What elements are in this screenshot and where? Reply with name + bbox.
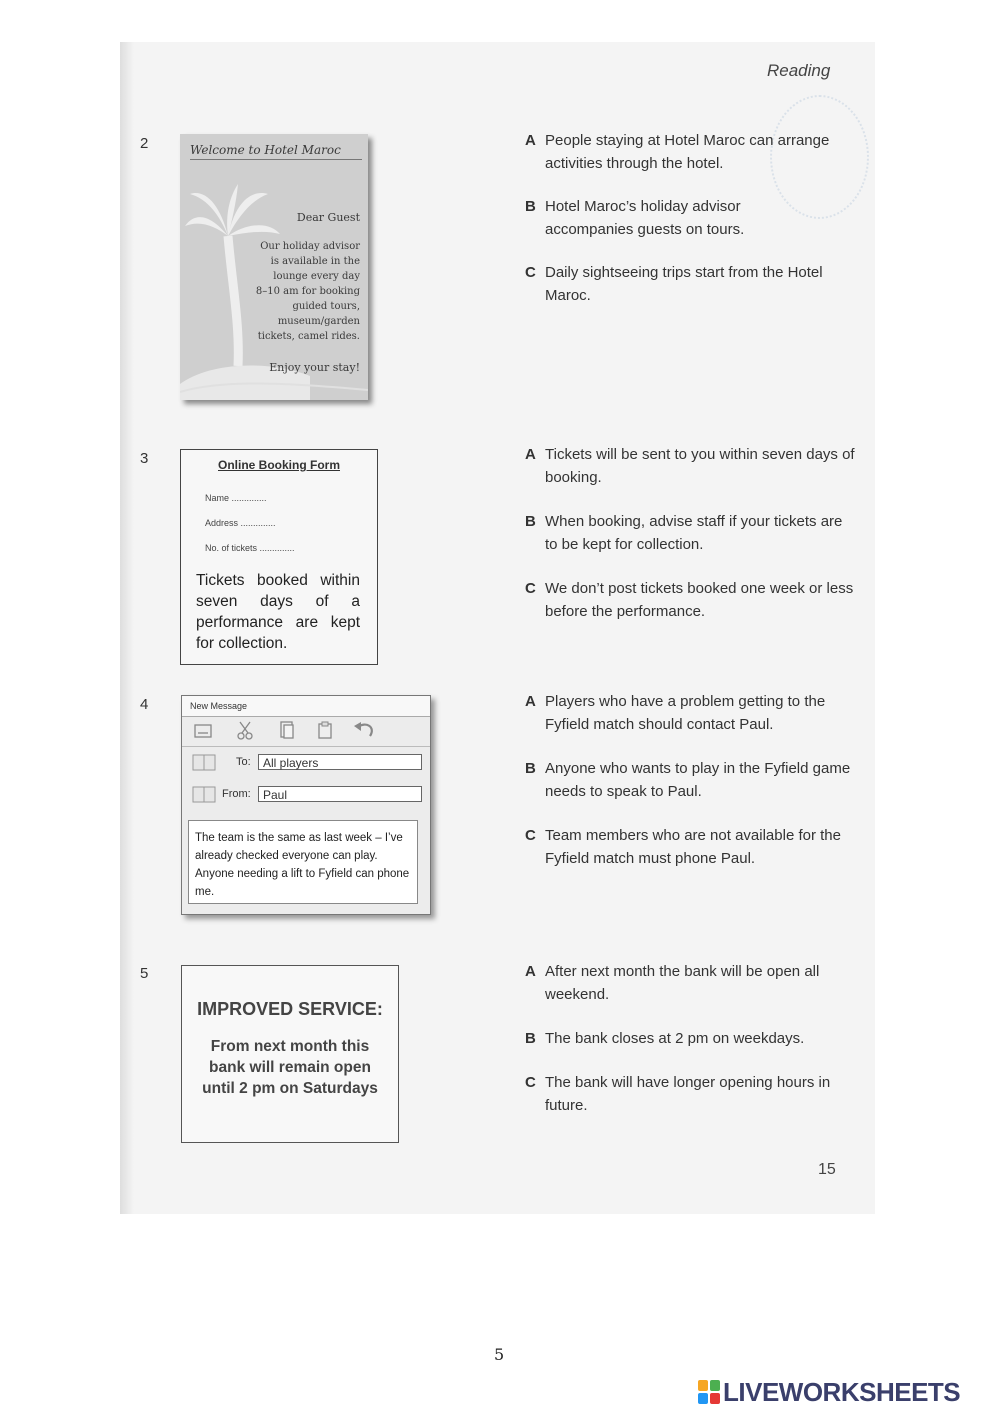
cut-icon[interactable] xyxy=(234,719,256,741)
booking-form-title: Online Booking Form xyxy=(218,458,340,472)
hotel-card-line: guided tours, xyxy=(292,301,360,312)
option-c[interactable]: C We don’t post tickets booked one week or less before the performance. xyxy=(525,580,854,620)
email-toolbar xyxy=(182,716,430,747)
bank-notice-body: From next month this bank will remain open until 2 pm on Saturdays xyxy=(202,1038,378,1097)
hotel-card-line: is available in the xyxy=(270,256,360,267)
option-a[interactable]: A Tickets will be sent to you within seven days of booking. xyxy=(525,446,855,486)
to-field[interactable]: All players xyxy=(258,754,422,770)
option-a[interactable]: A People staying at Hotel Maroc can arrange activities through the hotel. xyxy=(525,132,830,172)
logo-square xyxy=(698,1393,708,1404)
email-window-title: New Message xyxy=(182,696,430,717)
from-label: From: xyxy=(222,788,251,800)
online-booking-form xyxy=(180,449,378,665)
hotel-card-signoff: Enjoy your stay! xyxy=(269,361,360,374)
hotel-card-body xyxy=(240,239,360,344)
bank-notice-heading: IMPROVED SERVICE: xyxy=(197,999,383,1019)
email-message-body[interactable]: The team is the same as last week – I’ve already checked everyone can play. Anyone needing a lift to Fyfield can phone me. xyxy=(188,820,418,904)
option-a[interactable]: A After next month the bank will be open all weekend. xyxy=(525,963,820,1003)
hotel-card-line: lounge every day xyxy=(273,271,360,282)
option-c[interactable]: C Team members who are not available for the Fyfield match must phone Paul. xyxy=(525,827,841,867)
send-icon[interactable] xyxy=(192,719,214,741)
hotel-card-line: Our holiday advisor xyxy=(260,241,360,252)
page-number: 5 xyxy=(494,1345,505,1364)
booking-field-address: Address .............. xyxy=(205,518,276,528)
copy-icon[interactable] xyxy=(276,719,298,741)
hotel-card-line: tickets, camel rides. xyxy=(257,331,360,342)
booking-form-notice: Tickets booked within seven days of a performance are kept for collection. xyxy=(196,572,360,652)
question-number: 5 xyxy=(140,965,149,982)
hotel-card-line: 8–10 am for booking xyxy=(255,286,360,297)
option-b[interactable]: B Anyone who wants to play in the Fyfield game needs to speak to Paul. xyxy=(525,760,851,800)
logo-square xyxy=(710,1393,720,1404)
address-book-icon[interactable] xyxy=(192,753,216,771)
option-b[interactable]: B The bank closes at 2 pm on weekdays. xyxy=(525,1030,805,1047)
logo-square xyxy=(698,1380,708,1391)
email-message-window xyxy=(181,695,431,915)
booking-field-name: Name .............. xyxy=(205,493,267,503)
bank-notice xyxy=(181,965,399,1143)
option-a[interactable]: A Players who have a problem getting to the Fyfield match should contact Paul. xyxy=(525,693,826,733)
hotel-card-title: Welcome to Hotel Maroc xyxy=(190,143,362,160)
brand-name: LIVEWORKSHEETS xyxy=(723,1376,961,1407)
undo-icon[interactable] xyxy=(352,719,378,741)
address-book-icon[interactable] xyxy=(192,785,216,803)
liveworksheets-brand[interactable] xyxy=(698,1378,960,1406)
question-4-options xyxy=(525,690,855,870)
option-b[interactable]: B When booking, advise staff if your tickets are to be kept for collection. xyxy=(525,513,843,553)
booking-field-tickets: No. of tickets .............. xyxy=(205,543,295,553)
question-3-options xyxy=(525,443,855,623)
question-number: 3 xyxy=(140,450,149,467)
option-b[interactable]: B Hotel Maroc’s holiday advisor accompanies guests on tours. xyxy=(525,198,745,238)
logo-square xyxy=(710,1380,720,1391)
book-page-number: 15 xyxy=(818,1161,836,1178)
question-number: 4 xyxy=(140,696,149,713)
section-header: Reading xyxy=(767,61,831,80)
hotel-welcome-card xyxy=(180,134,368,400)
from-field[interactable]: Paul xyxy=(258,786,422,802)
option-c[interactable]: C Daily sightseeing trips start from the Hotel Maroc. xyxy=(525,264,823,304)
question-5-options xyxy=(525,960,855,1117)
paste-icon[interactable] xyxy=(314,719,336,741)
to-label: To: xyxy=(236,756,251,768)
liveworksheets-logo-icon xyxy=(698,1380,720,1404)
option-c[interactable]: C The bank will have longer opening hours in future. xyxy=(525,1074,831,1114)
hotel-card-greeting: Dear Guest xyxy=(296,211,360,224)
hotel-card-line: museum/garden xyxy=(277,316,360,327)
question-number: 2 xyxy=(140,135,149,152)
question-2-options xyxy=(525,129,855,307)
